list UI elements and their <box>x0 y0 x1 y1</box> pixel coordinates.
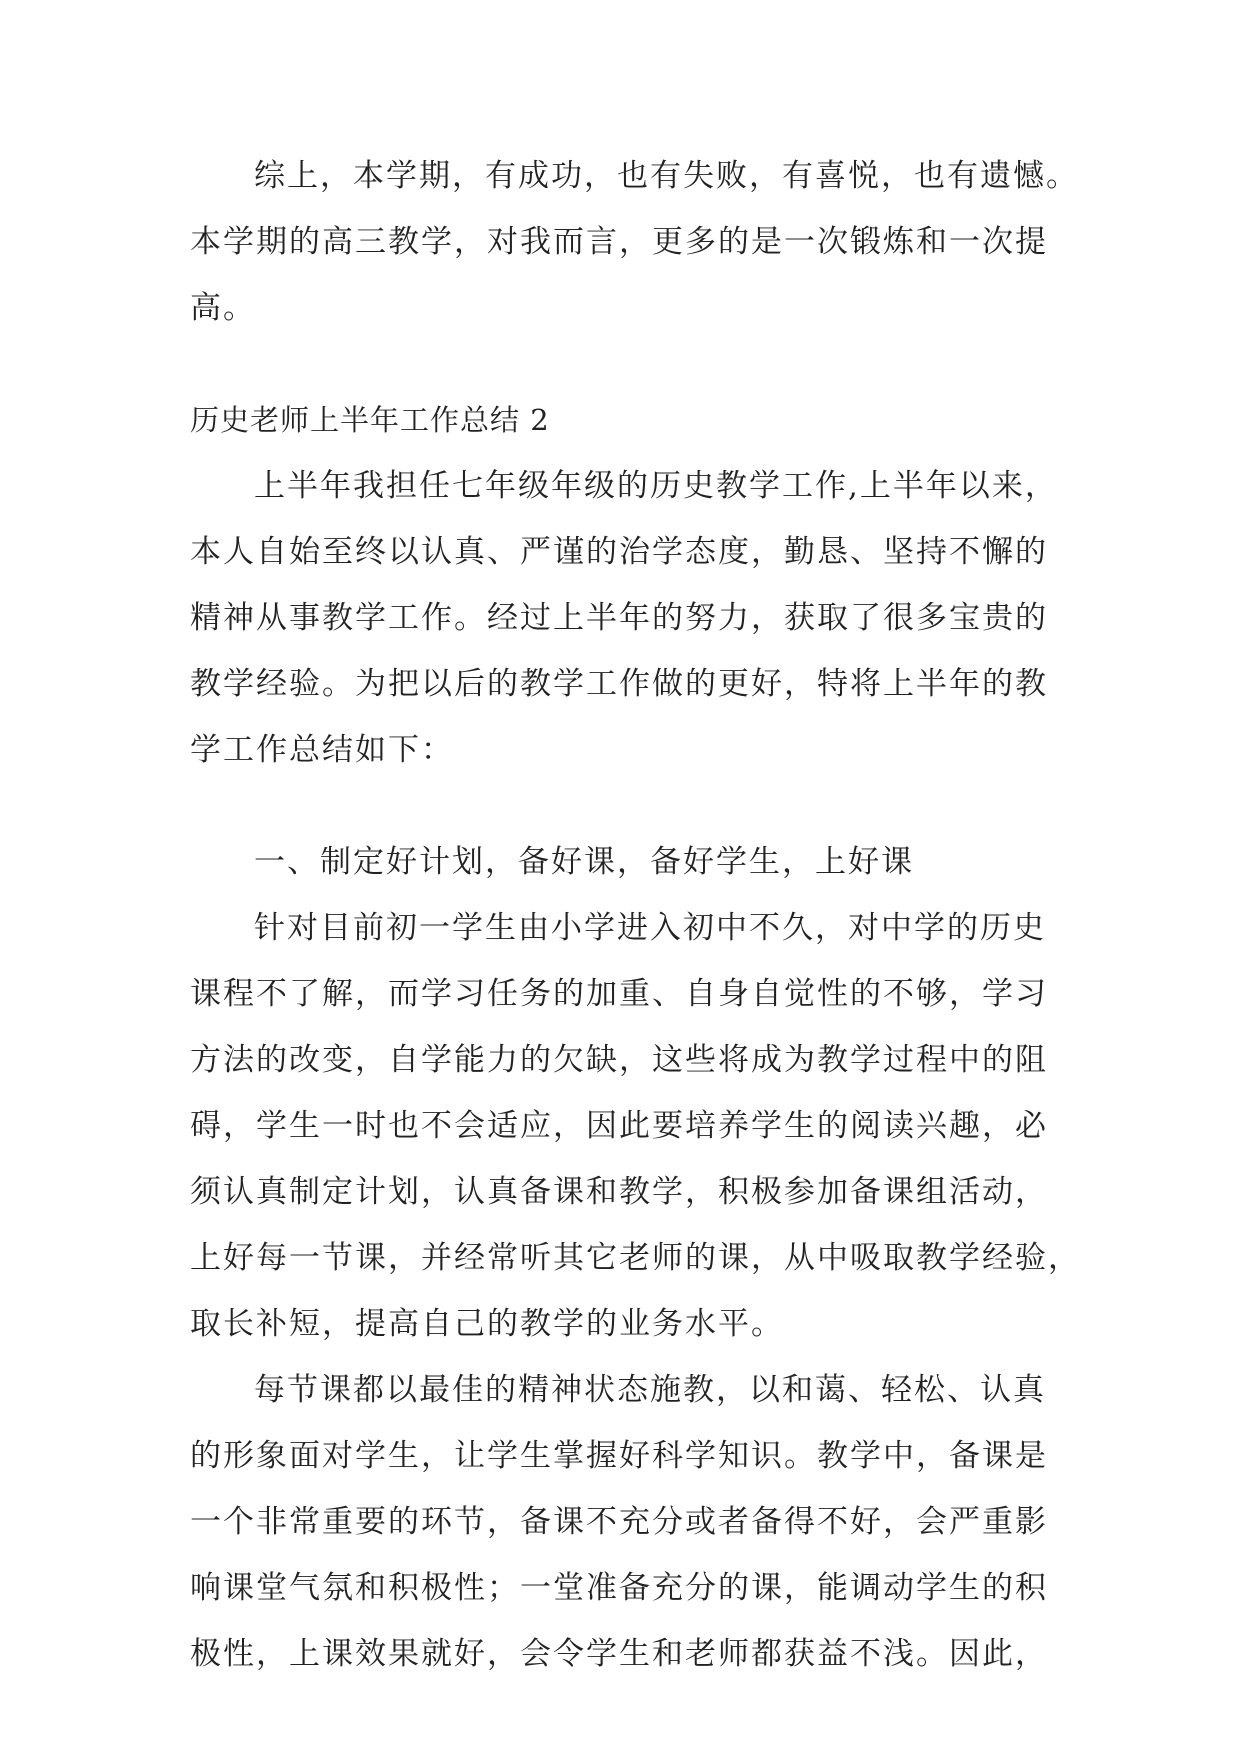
paragraph-line: 本学期的高三教学，对我而言，更多的是一次锻炼和一次提 <box>190 224 1048 260</box>
paragraph-line: 方法的改变，自学能力的欠缺，这些将成为教学过程中的阻 <box>190 1042 1048 1078</box>
paragraph-line: 综上，本学期，有成功，也有失败，有喜悦，也有遗憾。 <box>254 158 1079 194</box>
paragraph-line: 取长补短，提高自己的教学的业务水平。 <box>190 1306 784 1342</box>
paragraph-line: 课程不了解，而学习任务的加重、自身自觉性的不够，学习 <box>190 976 1048 1012</box>
section-heading: 历史老师上半年工作总结 2 <box>190 403 550 437</box>
paragraph-line: 极性，上课效果就好，会令学生和老师都获益不浅。因此， <box>190 1636 1048 1672</box>
paragraph-line: 教学经验。为把以后的教学工作做的更好，特将上半年的教 <box>190 666 1048 702</box>
paragraph-line: 响课堂气氛和积极性；一堂准备充分的课，能调动学生的积 <box>190 1570 1048 1606</box>
paragraph-line: 本人自始至终以认真、严谨的治学态度，勤恳、坚持不懈的 <box>190 534 1048 570</box>
paragraph-line: 针对目前初一学生由小学进入初中不久，对中学的历史 <box>254 910 1046 946</box>
paragraph-line: 每节课都以最佳的精神状态施教，以和蔼、轻松、认真 <box>254 1372 1046 1408</box>
paragraph-line: 学工作总结如下： <box>190 732 454 768</box>
paragraph-line: 的形象面对学生，让学生掌握好科学知识。教学中，备课是 <box>190 1438 1048 1474</box>
paragraph-line: 上半年我担任七年级年级的历史教学工作,上半年以来， <box>254 468 1058 504</box>
paragraph-line: 上好每一节课，并经常听其它老师的课，从中吸取教学经验， <box>190 1240 1081 1276</box>
paragraph-line: 一个非常重要的环节，备课不充分或者备得不好，会严重影 <box>190 1504 1048 1540</box>
paragraph-line: 精神从事教学工作。经过上半年的努力，获取了很多宝贵的 <box>190 600 1048 636</box>
paragraph-line: 须认真制定计划，认真备课和教学，积极参加备课组活动， <box>190 1174 1048 1210</box>
paragraph-line: 高。 <box>190 290 256 326</box>
subsection-title: 一、制定好计划，备好课，备好学生，上好课 <box>254 844 914 880</box>
paragraph-line: 碍，学生一时也不会适应，因此要培养学生的阅读兴趣，必 <box>190 1108 1048 1144</box>
